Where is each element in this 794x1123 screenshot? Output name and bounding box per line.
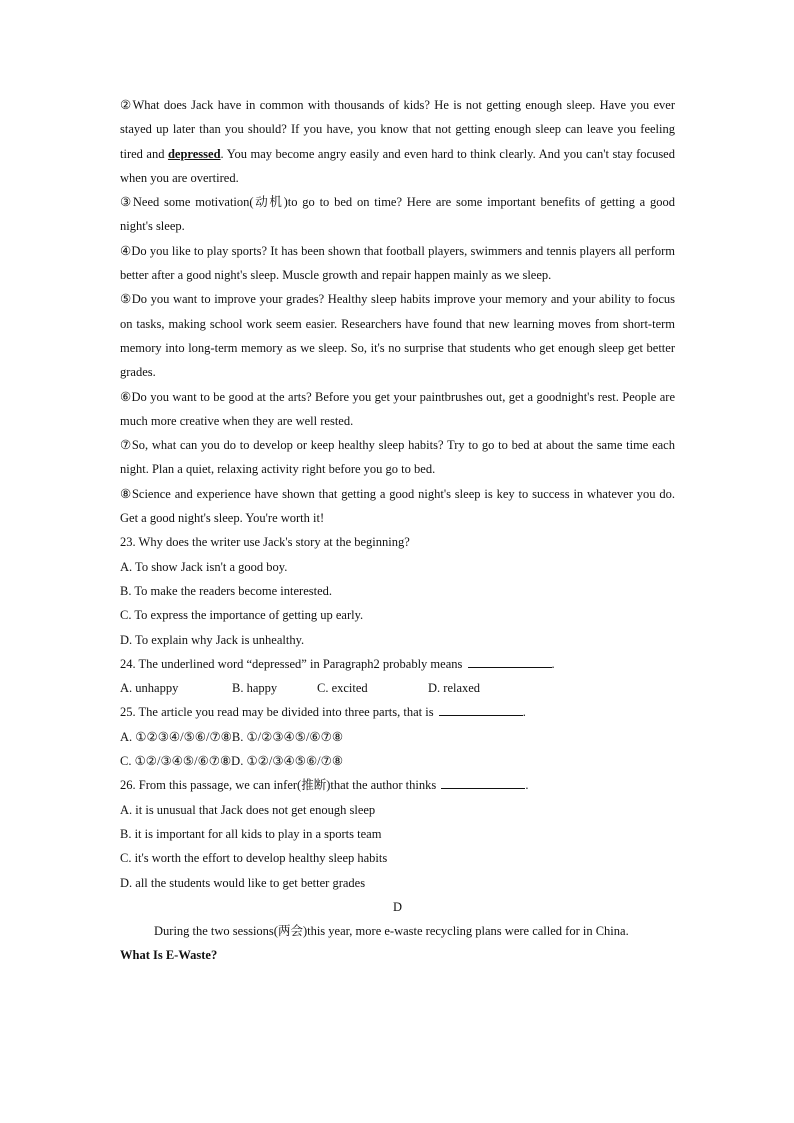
section-letter: D bbox=[392, 899, 403, 914]
question-25-options-line-1: A. ①②③④/⑤⑥/⑦⑧B. ①/②③④⑤/⑥⑦⑧ bbox=[120, 729, 344, 744]
question-26-text: 26. From this passage, we can infer(推断)that the author thinks bbox=[120, 778, 437, 793]
question-24-option-c: C. excited bbox=[317, 681, 368, 696]
section-d-intro: During the two sessions(两会)this year, more e-waste recycling plans were called for in China. bbox=[154, 924, 629, 939]
question-23-option-b: B. To make the readers become interested. bbox=[120, 583, 333, 598]
answer-blank bbox=[441, 776, 525, 789]
question-24-option-b: B. happy bbox=[232, 681, 278, 696]
question-24-options bbox=[120, 676, 675, 700]
paragraph-6: ⑥Do you want to be good at the arts? Before you get your paintbrushes out, get a goodnight's rest. People are much more creative when they are well rested. bbox=[120, 389, 675, 428]
paragraph-2-text: ②What does Jack have in common with thousands of kids? He is not getting enough sleep. Have you ever stayed up later than you should? If you have, you know that not getting enough sleep can leave you feeling tired and bbox=[120, 98, 675, 161]
question-26-option-a: A. it is unusual that Jack does not get enough sleep bbox=[120, 802, 376, 817]
paragraph-2-text-end: . You may become angry easily and even hard to think clearly. And you can't stay focused when you are overtired. bbox=[120, 146, 675, 185]
underlined-word: depressed bbox=[167, 146, 221, 161]
paragraph-7: ⑦So, what can you do to develop or keep healthy sleep habits? Try to go to bed at about the same time each night. Plan a quiet, relaxing activity right before you go to bed. bbox=[120, 438, 675, 477]
question-23-option-c: C. To express the importance of getting up early. bbox=[120, 608, 364, 623]
question-23-option-a: A. To show Jack isn't a good boy. bbox=[120, 559, 288, 574]
section-d-heading: What Is E-Waste? bbox=[120, 948, 218, 963]
question-25-options-line-2: C. ①②/③④⑤/⑥⑦⑧D. ①②/③④⑤⑥/⑦⑧ bbox=[120, 754, 344, 769]
question-24-text: 24. The underlined word “depressed” in Paragraph2 probably means bbox=[120, 656, 463, 671]
paragraph-3: ③Need some motivation(动机)to go to bed on time? Here are some important benefits of getting a good night's sleep. bbox=[120, 195, 675, 234]
question-26-stem: 26. From this passage, we can infer(推断)that the author thinks . bbox=[120, 778, 529, 793]
answer-blank bbox=[468, 655, 552, 668]
question-25-text: 25. The article you read may be divided into three parts, that is bbox=[120, 705, 434, 720]
question-26-option-d: D. all the students would like to get better grades bbox=[120, 875, 366, 890]
question-23-stem: 23. Why does the writer use Jack's story at the beginning? bbox=[120, 535, 410, 550]
paragraph-8: ⑧Science and experience have shown that getting a good night's sleep is key to success in whatever you do. Get a good night's sleep. You're worth it! bbox=[120, 486, 675, 526]
question-26-option-c: C. it's worth the effort to develop healthy sleep habits bbox=[120, 851, 388, 866]
question-24-option-d: D. relaxed bbox=[428, 681, 481, 696]
document-page bbox=[120, 93, 675, 968]
paragraph-4: ④Do you like to play sports? It has been shown that football players, swimmers and tennis players all perform better after a good night's sleep. Muscle growth and repair happen mainly as we sleep. bbox=[120, 243, 675, 283]
question-26-option-b: B. it is important for all kids to play in a sports team bbox=[120, 826, 382, 841]
question-24-stem: 24. The underlined word “depressed” in Paragraph2 probably means . bbox=[120, 656, 555, 671]
answer-blank bbox=[439, 703, 523, 716]
question-24-option-a: A. unhappy bbox=[120, 681, 179, 696]
paragraph-5: ⑤Do you want to improve your grades? Healthy sleep habits improve your memory and your ability to focus on tasks, making school work seem easier. Researchers have found that new learning moves from short-term memory into long-term memory as we sleep. So, it's no surprise that students who get enough sleep get better grades. bbox=[120, 292, 675, 380]
paragraph-2 bbox=[120, 93, 675, 190]
question-25-stem: 25. The article you read may be divided into three parts, that is . bbox=[120, 705, 526, 720]
question-23-option-d: D. To explain why Jack is unhealthy. bbox=[120, 632, 305, 647]
